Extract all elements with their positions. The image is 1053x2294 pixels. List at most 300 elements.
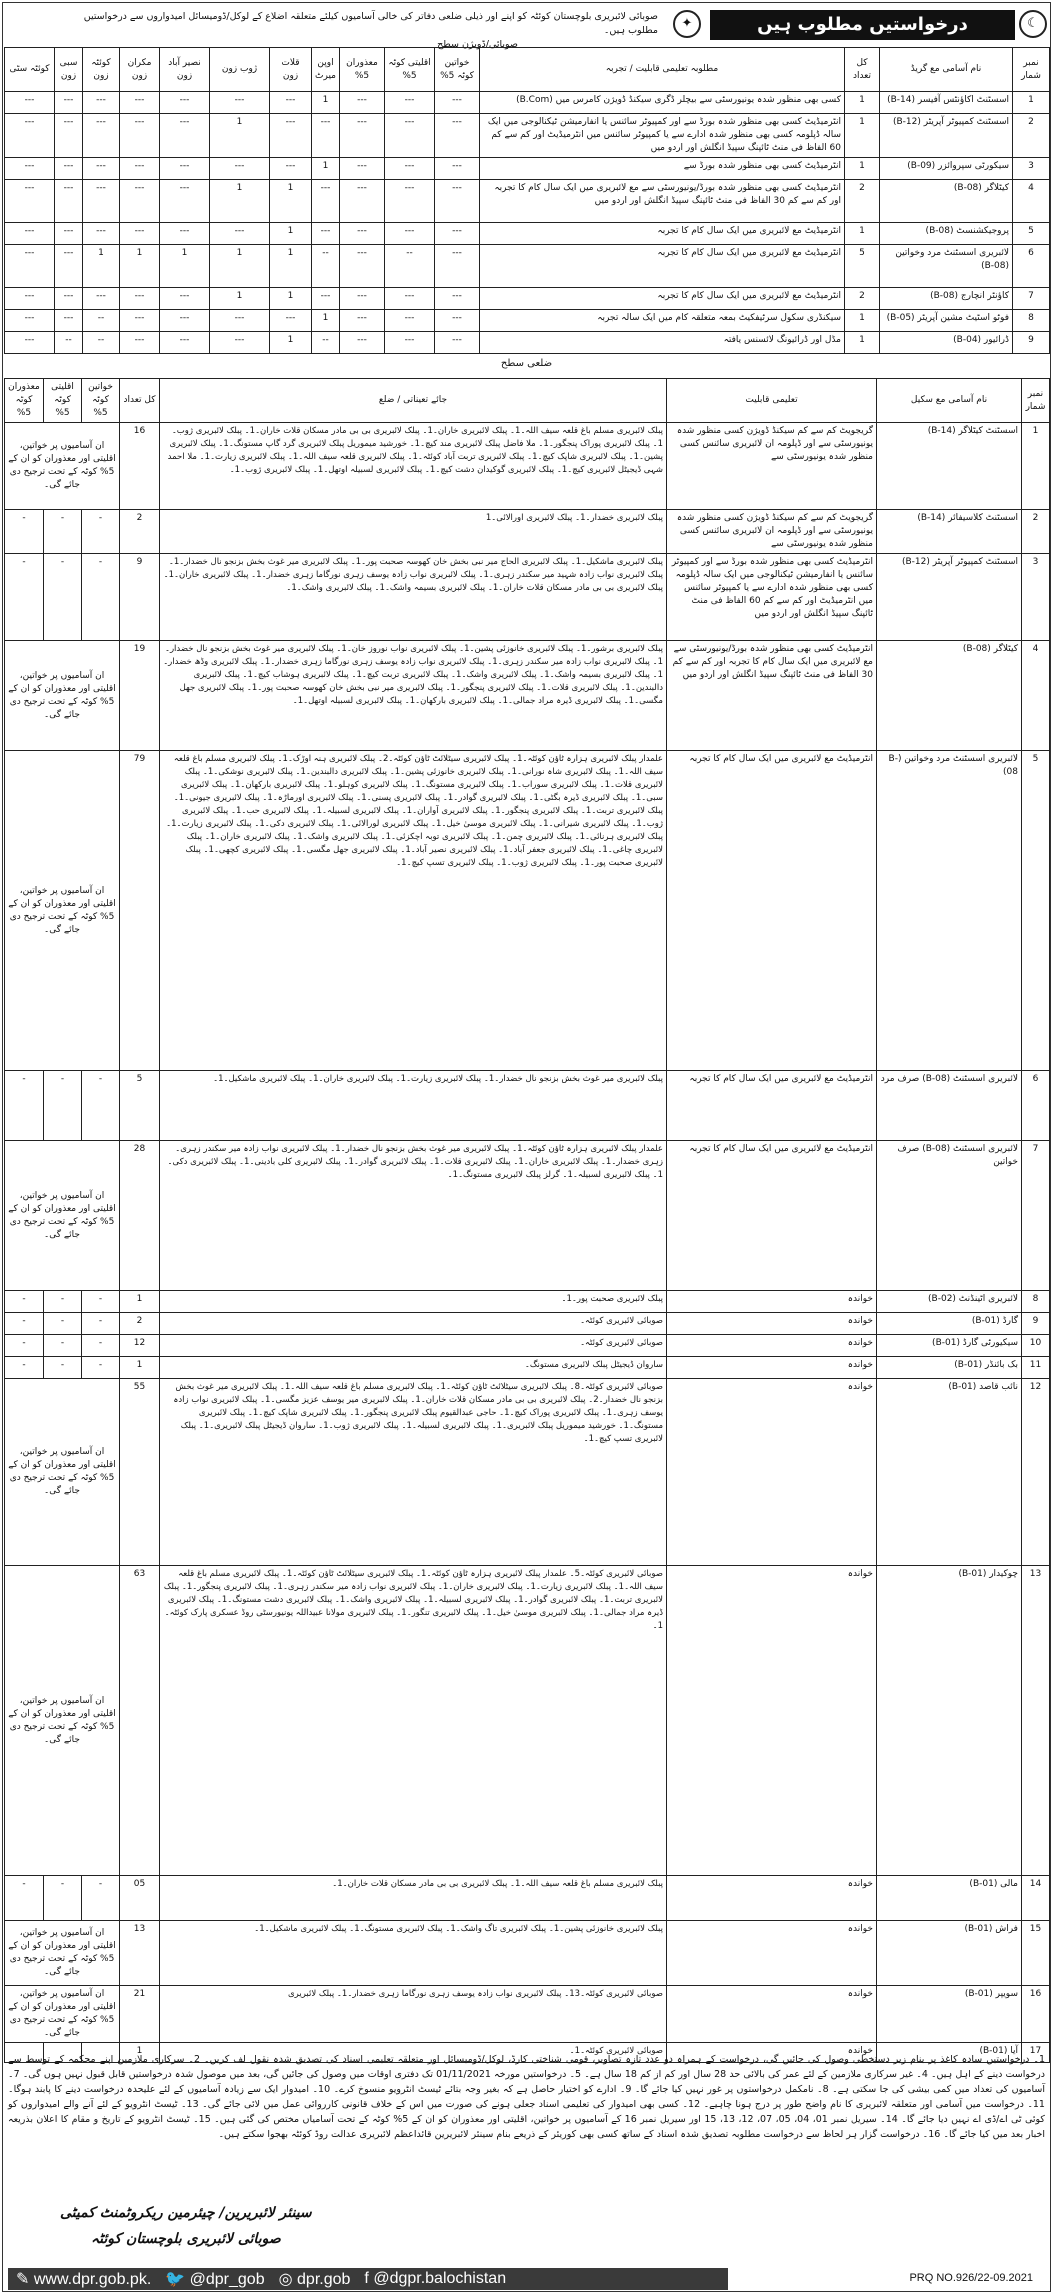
posting-places: صوبائی لائبریری کوئٹہ۔8۔ پبلک لائبریری سیٹلائٹ ٹاؤن کوئٹہ۔1۔ پبلک لائبریری مسلم باغ قلعہ سیف اللہ۔1۔ پبلک لائبریری میر غوث بخش بزنجو نال خضدار۔2۔ پبلک لائبریری بی بی مادر مسکان قلات خاران۔1۔ پبلک لائبریری میر یوسف عزیز مگسی۔1۔ پبلک لائبریری نواب زادہ یوسف زہری۔1۔ پبلک لائبریری پوراک کیچ۔1۔ حاجی عبدالقیوم پبلک لائبریری پنجگور۔1۔ پبلک لائبریری شاپک کیچ۔1۔ پبلک لائبریری مستونگ۔1۔ خورشید میموریل پبلک لائبریری۔1۔ پبلک لائبریری لسبیلہ۔1۔ پبلک لائبریری ژوب۔1۔ ساروان ڈیجیٹل پبلک لائبریری۔1۔ پبلک لائبریری تسپ کیچ۔1۔	[160, 1379, 667, 1566]
quota-cell: -	[44, 554, 82, 641]
posting-places: صوبائی لائبریری کوئٹہ۔	[160, 1335, 667, 1357]
posting-places: علمدار پبلک لائبریری ہزارہ ٹاؤن کوئٹہ۔1۔ پبلک لائبریری سیٹلائٹ ٹاؤن کوئٹہ۔2۔ پبلک لائبریری ہنہ اوڑک۔1۔ پبلک لائبریری مسلم باغ قلعہ سیف اللہ۔1۔ پبلک لائبریری شاہ نورانی۔1۔ پبلک لائبریری خانوزئی پشین۔1۔ پبلک لائبریری دالبندین۔1۔ پبلک لائبریری نوشکی۔1۔ پبلک لائبریری قلات۔1۔ پبلک لائبریری سوراب۔1۔ پبلک لائبریری مستونگ۔1۔ پبلک لائبریری کوہلو۔1۔ پبلک لائبریری بارکھان۔1۔ پبلک لائبریری سبی۔1۔ پبلک لائبریری ڈیرہ بگٹی۔1۔ پبلک لائبریری گوادر۔1۔ پبلک لائبریری پسنی۔1۔ پبلک لائبریری اورماڑہ۔1۔ پبلک لائبریری جیونی۔1۔ پبلک لائبریری تربت۔1۔ پبلک لائبریری پنجگور۔1۔ پبلک لائبریری آواران۔1۔ پبلک لائبریری لسبیلہ۔1۔ پبلک لائبریری حب۔1۔ پبلک لائبریری ژوب۔1۔ پبلک لائبریری شیرانی۔1۔ پبلک لائبریری موسیٰ خیل۔1۔ پبلک لائبریری لورالائی۔1۔ پبلک لائبریری دکی۔1۔ پبلک لائبریری زیارت۔1۔ پبلک لائبریری ہرنائی۔1۔ پبلک لائبریری چمن۔1۔ پبلک لائبریری توبہ اچکزئی۔1۔ پبلک لائبریری واشک۔1۔ پبلک لائبریری خاران۔1۔ پبلک لائبریری چاغی۔1۔ پبلک لائبریری جعفر آباد۔1۔ پبلک لائبریری نصیر آباد۔1۔ پبلک لائبریری جھل مگسی۔1۔ پبلک لائبریری کچھی۔1۔ پبلک لائبریری صحبت پور۔1۔ پبلک لائبریری ژوب۔1۔ پبلک لائبریری تسپ کیچ۔1۔	[160, 751, 667, 1071]
quota-cell: 1	[312, 158, 340, 180]
column-header: کوئٹہ سٹی	[5, 48, 55, 92]
post-name: کیٹلاگر (B-08)	[880, 180, 1013, 223]
quota-cell: -	[82, 1313, 120, 1335]
post-name: ڈرائیور (B-04)	[880, 332, 1013, 354]
posting-places: علمدار پبلک لائبریری ہزارہ ٹاؤن کوئٹہ۔1۔ پبلک لائبریری میر غوث بخش بزنجو نال خضدار۔1۔ پبلک لائبریری نواب زادہ میر سکندر زہری۔ زہری خضدار۔1۔ پبلک لائبریری خاران۔1۔ پبلک لائبریری قلات۔1۔ پبلک لائبریری گوادر۔1۔ پبلک لائبریری کلی بادینی۔1۔ پبلک لائبریری دکی۔1۔ پبلک لائبریری لسبیلہ۔1۔ گرلز پبلک لائبریری مستونگ۔1۔	[160, 1141, 667, 1291]
quota-cell: -	[82, 1335, 120, 1357]
quota-cell: -	[44, 1313, 82, 1335]
qualification: خواندہ	[667, 1291, 877, 1313]
quota-cell: ---	[160, 223, 210, 245]
column-header: خواتین کوٹہ 5%	[435, 48, 480, 92]
quota-cell: ---	[83, 288, 120, 310]
quota-preference-note: ان آسامیوں پر خواتین، اقلیتی اور معذوران کو ان کے 5% کوٹہ کے تحت ترجیح دی جائے گی۔	[5, 1379, 120, 1566]
posting-places: صوبائی لائبریری کوئٹہ۔13۔ پبلک لائبریری نواب زادہ یوسف زہری نورگاما زہری خضدار۔1۔ پبلک لائبریری	[160, 1986, 667, 2043]
posting-places: صوبائی لائبریری کوئٹہ۔1۔	[160, 2043, 667, 2063]
quota-cell: ---	[435, 288, 480, 310]
posting-places: پبلک لائبریری برشور۔1۔ پبلک لائبریری خانوزئی پشین۔1۔ پبلک لائبریری نواب نوروز خان۔1۔ پبلک لائبریری میر غوث بخش بزنجو نال خضدار۔1۔ پبلک لائبریری نواب زادہ میر سکندر زہری۔1۔ پبلک لائبریری نواب زادہ یوسف زہری نورگاما زہری خضدار۔1۔ پبلک لائبریری وڈھ خضدار۔1۔ پبلک لائبریری بسیمہ واشک۔1۔ پبلک لائبریری واشک۔1۔ پبلک لائبریری تربت کیچ۔1۔ پبلک لائبریری ہوشاب کیچ۔1۔ پبلک لائبریری دالبندین۔1۔ پبلک لائبریری قلات۔1۔ پبلک لائبریری پنجگور۔1۔ پبلک لائبریری میر نبی بخش خان کھوسہ صحبت پور۔1۔ پبلک لائبریری جھل مگسی۔1۔ پبلک لائبریری ڈیرہ مراد جمالی۔1۔ پبلک لائبریری بارکھان۔1۔ پبلک لائبریری لسبیلہ اوتھل۔1۔	[160, 641, 667, 751]
quota-cell: ---	[5, 180, 55, 223]
quota-cell: 1	[210, 114, 270, 158]
total-count: 1	[845, 114, 880, 158]
quota-cell: ---	[55, 223, 83, 245]
quota-cell: ---	[385, 180, 435, 223]
post-name: لائبریری اسسٹنٹ (B-08) صرف خواتین	[877, 1141, 1022, 1291]
quota-cell: ---	[435, 245, 480, 288]
quota-cell: -	[82, 1876, 120, 1921]
total-count: 16	[120, 423, 160, 510]
post-name: نائب قاصد (B-01)	[877, 1379, 1022, 1566]
qualification: انٹرمیڈیٹ کسی بھی منظور شدہ بورڈ سے	[480, 158, 845, 180]
qualification: انٹرمیڈیٹ مع لائبریری میں ایک سال کام کا تجربہ	[480, 245, 845, 288]
quota-cell: ---	[385, 114, 435, 158]
qualification: انٹرمیڈیٹ کسی بھی منظور شدہ بورڈ سے اور کمپیوٹر سائنس یا انفارمیشن ٹیکنالوجی میں ایک سالہ ڈپلومہ کسی بھی منظور شدہ ادارے سے یا کمپیوٹر سائنس میں انٹرمیڈیٹ اور کم سے کم 60 الفاظ فی منٹ ٹائپنگ سپیڈ انگلش اور اردو میں	[667, 554, 877, 641]
qualification: خواندہ	[667, 1313, 877, 1335]
table-row	[5, 158, 1050, 180]
quota-cell: ---	[55, 92, 83, 114]
post-name: اسسٹنٹ کمپیوٹر آپریٹر (B-12)	[877, 554, 1022, 641]
column-header: نصیر آباد زون	[160, 48, 210, 92]
total-count: 79	[120, 751, 160, 1071]
post-name: لائبریری اٹینڈنٹ (B-02)	[877, 1291, 1022, 1313]
quota-cell: -	[5, 1357, 44, 1379]
quota-cell: -	[5, 1335, 44, 1357]
qualification: خواندہ	[667, 1566, 877, 1876]
qualification: انٹرمیڈیٹ کسی بھی منظور شدہ بورڈ/یونیورسٹی سے مع لائبریری میں ایک سال کام کا تجربہ اور کم سے کم 30 الفاظ فی منٹ ٹائپنگ سپیڈ انگلش اور اردو میں	[480, 180, 845, 223]
table-row	[5, 223, 1050, 245]
qualification: خواندہ	[667, 2043, 877, 2063]
instagram-icon: ◎	[278, 2271, 293, 2288]
serial-number: 13	[1022, 1566, 1050, 1876]
quota-cell: 1	[270, 245, 312, 288]
quota-cell: ---	[83, 114, 120, 158]
qualification: انٹرمیڈیٹ مع لائبریری میں ایک سال کام کا تجربہ	[480, 288, 845, 310]
posting-places: پبلک لائبریری میر غوث بخش بزنجو نال خضدار۔1۔ پبلک لائبریری زیارت۔1۔ پبلک لائبریری خاران۔1۔ پبلک لائبریری ماشکیل۔1۔	[160, 1071, 667, 1141]
intro-paragraph: صوبائی لائبریری بلوچستان کوئٹہ کو اپنے اور ذیلی ضلعی دفاتر کی خالی آسامیوں کیلئے متعلقہ اضلاع کے لوکل/ڈومیسائل امیدواروں سے درخواستیں مطلوب ہیں۔	[83, 11, 658, 36]
quota-cell: -	[82, 1291, 120, 1313]
serial-number: 9	[1013, 332, 1050, 354]
table-row	[5, 114, 1050, 158]
quota-cell: ---	[312, 288, 340, 310]
quota-cell: ---	[210, 310, 270, 332]
serial-number: 5	[1022, 751, 1050, 1071]
column-header: معذوران کوٹہ 5%	[5, 379, 44, 423]
website-link[interactable]: ✎ www.dpr.gob.pk.	[16, 2271, 152, 2288]
twitter-handle: @dpr_gob	[189, 2271, 265, 2288]
quota-cell: ---	[5, 245, 55, 288]
quota-preference-note: ان آسامیوں پر خواتین، اقلیتی اور معذوران کو ان کے 5% کوٹہ کے تحت ترجیح دی جائے گی۔	[5, 1141, 120, 1291]
quota-cell: -	[44, 1357, 82, 1379]
column-header: مطلوبہ تعلیمی قابلیت / تجربہ	[480, 48, 845, 92]
serial-number: 6	[1022, 1071, 1050, 1141]
quota-cell: ---	[435, 310, 480, 332]
quota-cell: 1	[270, 180, 312, 223]
intro-text	[58, 10, 658, 52]
quota-cell: ---	[340, 180, 385, 223]
quota-cell: 1	[270, 223, 312, 245]
total-count: 2	[120, 1313, 160, 1335]
page-title: درخواستیں مطلوب ہیں	[710, 10, 1015, 40]
serial-number: 4	[1022, 641, 1050, 751]
quota-cell: -	[82, 554, 120, 641]
table-row	[5, 423, 1050, 510]
quota-cell: -	[44, 1335, 82, 1357]
total-count: 05	[120, 1876, 160, 1921]
quota-cell: ---	[385, 158, 435, 180]
post-name: چوکیدار (B-01)	[877, 1566, 1022, 1876]
quota-cell: ---	[55, 158, 83, 180]
post-name: سیکیورٹی گارڈ (B-01)	[877, 1335, 1022, 1357]
table-row	[5, 1071, 1050, 1141]
quota-cell: -	[44, 1876, 82, 1921]
column-header: تعلیمی قابلیت	[667, 379, 877, 423]
posting-places: پبلک لائبریری ماشکیل۔1۔ پبلک لائبریری الحاج میر نبی بخش خان کھوسہ صحبت پور۔1۔ پبلک لائبریری میر غوث بخش بزنجو نال خضدار۔1۔ پبلک لائبریری نواب زادہ شہید میر سکندر زہری۔1۔ پبلک لائبریری نواب زادہ یوسف زہری نورگاما زہری خضدار۔1۔ پبلک لائبریری خاران۔1۔ پبلک لائبریری بی بی مادر مسکان قلات خاران۔1۔ پبلک لائبریری بسیمہ واشک۔1۔ پبلک لائبریری واشک۔1۔	[160, 554, 667, 641]
quota-cell: ---	[83, 223, 120, 245]
serial-number: 7	[1022, 1141, 1050, 1291]
level-label: صوبائی/ڈویژن سطح	[437, 39, 518, 50]
serial-number: 14	[1022, 1876, 1050, 1921]
quota-cell: 1	[210, 288, 270, 310]
posting-places: صوبائی لائبریری کوئٹہ۔	[160, 1313, 667, 1335]
posting-places: پبلک لائبریری مسلم باغ قلعہ سیف اللہ۔1۔ پبلک لائبریری خاران۔1۔ پبلک لائبریری بی بی مادر مسکان قلات خاران۔1۔ پبلک لائبریری ژوب۔1۔ پبلک لائبریری پوراک پنجگور۔1۔ ملا فاضل پبلک لائبریری مند کیچ۔1۔ خورشید میموریل پبلک لائبریری گرد گاپ مستونگ۔1۔ پبلک لائبریری پشین۔1۔ پبلک لائبریری شاپک کیچ۔1۔ پبلک لائبریری تربت آباد کوئٹہ۔1۔ پبلک لائبریری قلعہ سیف اللہ۔1۔ پبلک لائبریری زیارت۔1۔ ملا احمد شہی ڈیجیٹل لائبریری کیچ۔1۔ پبلک لائبریری گوکیدان دشت کیچ۔1۔ پبلک لائبریری لسبیلہ اوتھل۔1۔ پبلک لائبریری ژوب۔1۔	[160, 423, 667, 510]
table-row	[5, 554, 1050, 641]
post-name: اسسٹنٹ اکاؤنٹس آفیسر (B-14)	[880, 92, 1013, 114]
quota-cell: ---	[120, 180, 160, 223]
quota-cell: ---	[5, 158, 55, 180]
serial-number: 10	[1022, 1335, 1050, 1357]
quota-cell: ---	[435, 223, 480, 245]
posting-places: پبلک لائبریری مسلم باغ قلعہ سیف اللہ۔1۔ پبلک لائبریری بی بی مادر مسکان قلات خاران۔1۔	[160, 1876, 667, 1921]
serial-number: 15	[1022, 1921, 1050, 1986]
facebook-icon: f	[364, 2270, 369, 2287]
total-count: 1	[120, 1291, 160, 1313]
footer-social-bar	[8, 2268, 728, 2290]
column-header: اقلیتی کوٹہ 5%	[385, 48, 435, 92]
quota-cell: ---	[385, 310, 435, 332]
quota-cell: ---	[270, 158, 312, 180]
qualification: انٹرمیڈیٹ مع لائبریری میں ایک سال کام کا تجربہ	[667, 1071, 877, 1141]
post-name: لائبریری اسسٹنٹ مرد وخواتین (B-08)	[877, 751, 1022, 1071]
serial-number: 1	[1022, 423, 1050, 510]
qualification: انٹرمیڈیٹ کسی بھی منظور شدہ بورڈ/یونیورسٹی سے مع لائبریری میں ایک سال کام کا تجربہ اور کم سے کم 30 الفاظ فی منٹ ٹائپنگ سپیڈ انگلش اور اردو میں	[667, 641, 877, 751]
quota-cell: ---	[55, 245, 83, 288]
qualification: مڈل اور ڈرائیونگ لائسنس یافتہ	[480, 332, 845, 354]
quota-cell: ---	[210, 92, 270, 114]
quota-cell: ---	[340, 92, 385, 114]
quota-cell: ---	[5, 92, 55, 114]
quota-cell: 1	[120, 245, 160, 288]
quota-cell: ---	[340, 158, 385, 180]
website-text: www.dpr.gob.pk.	[33, 2271, 152, 2288]
quota-cell: ---	[340, 245, 385, 288]
quota-cell: ---	[385, 288, 435, 310]
total-count: 19	[120, 641, 160, 751]
serial-number: 1	[1013, 92, 1050, 114]
table-row	[5, 180, 1050, 223]
quota-cell: -	[82, 1071, 120, 1141]
qualification: کسی بھی منظور شدہ یونیورسٹی سے بیچلر ڈگری سیکنڈ ڈویژن کامرس میں (B.Com)	[480, 92, 845, 114]
total-count: 2	[120, 510, 160, 554]
post-name: سیکورٹی سپروائزر (B-09)	[880, 158, 1013, 180]
column-header: ژوب زون	[210, 48, 270, 92]
table-row	[5, 1141, 1050, 1291]
total-count: 2	[845, 180, 880, 223]
instagram-link[interactable]	[279, 2269, 351, 2289]
table-row	[5, 751, 1050, 1071]
table-row	[5, 332, 1050, 354]
total-count: 28	[120, 1141, 160, 1291]
serial-number: 8	[1022, 1291, 1050, 1313]
quota-cell: ---	[5, 114, 55, 158]
total-count: 5	[120, 1071, 160, 1141]
twitter-link[interactable]	[165, 2269, 264, 2289]
quota-cell: -	[82, 1357, 120, 1379]
total-count: 1	[120, 1357, 160, 1379]
facebook-handle: @dgpr.balochistan	[373, 2270, 507, 2287]
signature-block	[60, 2200, 312, 2252]
qualification: خواندہ	[667, 1335, 877, 1357]
instagram-handle: dpr.gob	[297, 2271, 351, 2288]
serial-number: 2	[1022, 510, 1050, 554]
quota-cell: --	[385, 245, 435, 288]
quota-cell: 1	[160, 245, 210, 288]
table-row	[5, 1986, 1050, 2043]
instructions-notes: 1۔ درخواستیں سادہ کاغذ پر بنام زیر دستخطی وصول کی جائیں گی، درخواست کے ہمراہ دو عدد تازہ تصاویر، قومی شناختی کارڈ، لوکل/ڈومیسائل اور متعلقہ تعلیمی اسناد کی تصدیق شدہ نقول لف کریں۔ 2۔ سرکاری ملازمین اپنے محکمہ کے توسط سے درخواست دینے کے اہل ہیں۔ 4۔ غیر سرکاری ملازمین کے لئے عمر کی بالائی حد 28 سال اور کم از کم 18 سال ہے۔ 5۔ درخواستیں مورخہ 01/11/2021 تک دفتری اوقات میں وصول کی جائیں گی، بعد میں موصول شدہ درخواستیں قابل قبول نہیں ہوں گی۔ 7۔ آسامیوں کی تعداد میں کمی بیشی کی جا سکتی ہے۔ 8۔ نامکمل درخواستوں پر غور نہیں کیا جائے گا۔ 9۔ ادارے کو اختیار حاصل ہے کہ بغیر وجہ بتائے ٹیسٹ انٹرویو منسوخ کرے۔ 10۔ امیدوار ایک سے زیادہ آسامیوں کے لئے علیحدہ درخواست دینے کا پابند ہوگا۔ 11۔ درخواست میں آسامی اور متعلقہ لائبریری کا نام واضح طور پر درج ہونا چاہیے۔ 12۔ کسی بھی امیدوار کی تعلیمی اسناد جعلی ہونے کی صورت میں اس کے خلاف قانونی کارروائی عمل میں لائی جائے گی۔ 13۔ ٹیسٹ انٹرویو کے لئے آنے والے امیدواروں کو کوئی ٹی اے/ڈی اے نہیں دیا جائے گا۔ 14۔ سیریل نمبر 01، 04، 05، 07، 12، 13، 15 اور سیریل نمبر 16 کے آسامیوں پر خواتین، اقلیتی اور معذوران کو ان کے 5% کوٹہ کے تحت آسامیاں مختص کی گئی ہیں۔ 15۔ ٹیسٹ انٹرویو کے تاریخ و مقام کا اعلان بذریعہ اخبار بعد میں کیا جائے گا۔ 16۔ درخواست گزار ہر لحاظ سے درخواست مطلوبہ تصدیق شدہ اسناد کے ساتھ کسی بھی کوریئر کے ذریعے بنام سینئر لائبریرین قائداعظم لائبریری عدالت روڈ کوئٹہ بھجوا سکتے ہیں۔	[8, 2054, 1045, 2140]
header	[0, 4, 1053, 48]
quota-cell: ---	[340, 114, 385, 158]
quota-cell: --	[83, 310, 120, 332]
quota-cell: 1	[210, 245, 270, 288]
table-row	[5, 1313, 1050, 1335]
quota-cell: ---	[340, 288, 385, 310]
balochistan-emblem-icon: ☾	[1019, 10, 1047, 38]
column-header: نمبر شمار	[1022, 379, 1050, 423]
quota-cell: ---	[120, 158, 160, 180]
table-row	[5, 1379, 1050, 1566]
post-name: کاؤنٹر انچارج (B-08)	[880, 288, 1013, 310]
quota-cell: ---	[435, 180, 480, 223]
quota-cell: ---	[210, 223, 270, 245]
quota-cell: --	[312, 245, 340, 288]
table-row	[5, 1566, 1050, 1876]
total-count: 13	[120, 1921, 160, 1986]
quota-cell: -	[5, 1313, 44, 1335]
quota-cell: -	[5, 554, 44, 641]
post-name: سویپر (B-01)	[877, 1986, 1022, 2043]
qualification: انٹرمیڈیٹ مع لائبریری میں ایک سال کام کا تجربہ	[480, 223, 845, 245]
quota-cell: ---	[160, 92, 210, 114]
quota-cell: 1	[270, 332, 312, 354]
table-row	[5, 245, 1050, 288]
table-row	[5, 1921, 1050, 1986]
quota-preference-note: ان آسامیوں پر خواتین، اقلیتی اور معذوران کو ان کے 5% کوٹہ کے تحت ترجیح دی جائے گی۔	[5, 1566, 120, 1876]
quota-cell: ---	[210, 332, 270, 354]
qualification: خواندہ	[667, 1379, 877, 1566]
qualification: خواندہ	[667, 1986, 877, 2043]
column-header: سبی زون	[55, 48, 83, 92]
quota-cell: ---	[120, 92, 160, 114]
post-name: آیا (B-01)	[877, 2043, 1022, 2063]
quota-preference-note: ان آسامیوں پر خواتین، اقلیتی اور معذوران کو ان کے 5% کوٹہ کے تحت ترجیح دی جائے گی۔	[5, 641, 120, 751]
prq-number: PRQ NO.926/22-09.2021	[909, 2272, 1033, 2284]
quota-preference-note: ان آسامیوں پر خواتین، اقلیتی اور معذوران کو ان کے 5% کوٹہ کے تحت ترجیح دی جائے گی۔	[5, 751, 120, 1071]
table-row	[5, 1876, 1050, 1921]
serial-number: 4	[1013, 180, 1050, 223]
quota-cell: ---	[5, 310, 55, 332]
quota-cell: ---	[312, 114, 340, 158]
quota-cell: ---	[385, 332, 435, 354]
quota-cell: 1	[83, 245, 120, 288]
twitter-icon: 🐦	[165, 2271, 186, 2288]
column-header: نمبر شمار	[1013, 48, 1050, 92]
quota-cell: ---	[340, 223, 385, 245]
quota-cell: ---	[340, 310, 385, 332]
quota-cell: ---	[55, 114, 83, 158]
provincial-vacancies-table	[4, 47, 1050, 354]
table-row	[5, 1291, 1050, 1313]
serial-number: 2	[1013, 114, 1050, 158]
quota-cell: ---	[270, 114, 312, 158]
district-level-label: ضلعی سطح	[500, 358, 553, 369]
quota-cell: ---	[210, 158, 270, 180]
column-header: نام آسامی مع سکیل	[877, 379, 1022, 423]
total-count: 21	[120, 1986, 160, 2043]
quota-cell: -	[82, 510, 120, 554]
quota-cell: ---	[160, 180, 210, 223]
quota-cell: ---	[340, 332, 385, 354]
serial-number: 16	[1022, 1986, 1050, 2043]
serial-number: 3	[1013, 158, 1050, 180]
posting-places: پبلک لائبریری خانوزئی پشین۔1۔ پبلک لائبریری تاگ واشک۔1۔ پبلک لائبریری مستونگ۔1۔ پبلک لائبریری ماشکیل۔1۔	[160, 1921, 667, 1986]
qualification: گریجویٹ کم سے کم سیکنڈ ڈویژن کسی منظور شدہ یونیورسٹی سے اور ڈپلومہ ان لائبریری سائنس کسی منظور شدہ یونیورسٹی سے	[667, 510, 877, 554]
column-header: خواتین کوٹہ 5%	[82, 379, 120, 423]
table-row	[5, 310, 1050, 332]
post-name: کیٹلاگر (B-08)	[877, 641, 1022, 751]
post-name: مالی (B-01)	[877, 1876, 1022, 1921]
posting-places: پبلک لائبریری خضدار۔1۔ پبلک لائبریری اورالائی۔1	[160, 510, 667, 554]
total-count: 12	[120, 1335, 160, 1357]
posting-places: صوبائی لائبریری کوئٹہ۔5۔ علمدار پبلک لائبریری ہزارہ ٹاؤن کوئٹہ۔1۔ پبلک لائبریری سیٹلائٹ ٹاؤن کوئٹہ۔1۔ پبلک لائبریری مسلم باغ قلعہ سیف اللہ۔1۔ پبلک لائبریری زیارت۔1۔ پبلک لائبریری خاران۔1۔ پبلک لائبریری نواب زادہ میر سکندر زہری۔1۔ پبلک لائبریری پنجگور۔1۔ پبلک لائبریری تربت۔1۔ پبلک لائبریری گوادر۔1۔ پبلک لائبریری لسبیلہ۔1۔ پبلک لائبریری واشک۔1۔ پبلک لائبریری دشت مستونگ۔1۔ پبلک لائبریری ڈیرہ مراد جمالی۔1۔ پبلک لائبریری موسیٰ خیل۔1۔ پبلک لائبریری تنگور۔1۔ پبلک لائبریری مولانا عبیداللہ یونیورسٹی روڈ عسکری پارک کوئٹہ۔1۔	[160, 1566, 667, 1876]
quota-cell: ---	[270, 310, 312, 332]
quota-cell: ---	[55, 288, 83, 310]
column-header: قلات زون	[270, 48, 312, 92]
serial-number: 5	[1013, 223, 1050, 245]
total-count: 1	[845, 310, 880, 332]
quota-cell: -	[44, 1291, 82, 1313]
quota-cell: -	[5, 1071, 44, 1141]
quota-cell: ---	[120, 310, 160, 332]
quota-cell: ---	[83, 180, 120, 223]
quota-cell: -	[44, 510, 82, 554]
serial-number: 6	[1013, 245, 1050, 288]
quota-cell: ---	[312, 223, 340, 245]
quota-cell: --	[83, 332, 120, 354]
qualification: خواندہ	[667, 1876, 877, 1921]
total-count: 1	[120, 2043, 160, 2063]
post-name: فراش (B-01)	[877, 1921, 1022, 1986]
quota-cell: ---	[160, 114, 210, 158]
table-row	[5, 510, 1050, 554]
serial-number: 9	[1022, 1313, 1050, 1335]
column-header: معذوران 5%	[340, 48, 385, 92]
quota-cell: -	[44, 1071, 82, 1141]
quota-cell: 1	[210, 180, 270, 223]
total-count: 9	[120, 554, 160, 641]
posting-places: ساروان ڈیجیٹل پبلک لائبریری مستونگ۔	[160, 1357, 667, 1379]
quota-cell: ---	[120, 288, 160, 310]
quota-cell: 1	[312, 92, 340, 114]
serial-number: 11	[1022, 1357, 1050, 1379]
quota-preference-note: ان آسامیوں پر خواتین، اقلیتی اور معذوران کو ان کے 5% کوٹہ کے تحت ترجیح دی جائے گی۔	[5, 423, 120, 510]
quota-cell: ---	[5, 332, 55, 354]
quota-cell: ---	[160, 310, 210, 332]
post-name: بک بائنڈر (B-01)	[877, 1357, 1022, 1379]
quota-cell: -	[5, 1876, 44, 1921]
quota-cell: ---	[160, 158, 210, 180]
post-name: اسسٹنٹ کمپیوٹر آپریٹر (B-12)	[880, 114, 1013, 158]
column-header: جائے تعیناتی / ضلع	[160, 379, 667, 423]
post-name: اسسٹنٹ کلاسیفائر (B-14)	[877, 510, 1022, 554]
table-row	[5, 1357, 1050, 1379]
post-name: اسسٹنٹ کیٹلاگر (B-14)	[877, 423, 1022, 510]
quota-cell: ---	[55, 180, 83, 223]
qualification: گریجویٹ کم سے کم سیکنڈ ڈویژن کسی منظور شدہ یونیورسٹی سے اور ڈپلومہ ان لائبریری سائنس کسی منظور شدہ یونیورسٹی سے	[667, 423, 877, 510]
quota-cell: ---	[270, 92, 312, 114]
quota-cell: ---	[435, 158, 480, 180]
quota-preference-note: ان آسامیوں پر خواتین، اقلیتی اور معذوران کو ان کے 5% کوٹہ کے تحت ترجیح دی جائے گی۔	[5, 1986, 120, 2043]
total-count: 1	[845, 223, 880, 245]
quota-cell: ---	[55, 310, 83, 332]
total-count: 5	[845, 245, 880, 288]
column-header: مکران زون	[120, 48, 160, 92]
quota-cell: 1	[270, 288, 312, 310]
post-name: گارڈ (B-01)	[877, 1313, 1022, 1335]
table-row	[5, 641, 1050, 751]
column-header: نام آسامی مع گریڈ	[880, 48, 1013, 92]
quota-cell: 1	[312, 310, 340, 332]
quota-cell: ---	[435, 92, 480, 114]
table-row	[5, 92, 1050, 114]
district-vacancies-table	[4, 378, 1050, 2063]
quota-cell: ---	[83, 158, 120, 180]
qualification: انٹرمیڈیٹ مع لائبریری میں ایک سال کام کا تجربہ	[667, 751, 877, 1071]
serial-number: 7	[1013, 288, 1050, 310]
library-logo-icon: ✦	[673, 10, 701, 38]
column-header: اوپن میرٹ	[312, 48, 340, 92]
quota-cell: ---	[120, 114, 160, 158]
column-header: اقلیتی کوٹہ 5%	[44, 379, 82, 423]
total-count: 1	[845, 332, 880, 354]
quota-cell: ---	[5, 223, 55, 245]
quota-cell: ---	[385, 223, 435, 245]
total-count: 63	[120, 1566, 160, 1876]
qualification: انٹرمیڈیٹ کسی بھی منظور شدہ بورڈ سے اور کمپیوٹر سائنس یا انفارمیشن ٹیکنالوجی میں ایک سالہ ڈپلومہ کسی بھی منظور شدہ ادارے سے یا کمپیوٹر سائنس میں انٹرمیڈیٹ اور کم سے کم 60 الفاظ فی منٹ ٹائپنگ سپیڈ انگلش اور اردو میں	[480, 114, 845, 158]
quota-preference-note: ان آسامیوں پر خواتین، اقلیتی اور معذوران کو ان کے 5% کوٹہ کے تحت ترجیح دی جائے گی۔	[5, 1921, 120, 1986]
signature-title: سینئر لائبریرین/ چیئرمین ریکروٹمنٹ کمیٹی	[60, 2205, 312, 2221]
total-count: 1	[845, 92, 880, 114]
post-name: لائبریری اسسٹنٹ (B-08) صرف مرد	[877, 1071, 1022, 1141]
signature-office: صوبائی لائبریری بلوچستان کوئٹہ	[90, 2231, 281, 2247]
qualification: سیکنڈری سکول سرٹیفکیٹ بمعہ متعلقہ کام میں ایک سالہ تجربہ	[480, 310, 845, 332]
facebook-link[interactable]	[364, 2270, 506, 2288]
post-name: فوٹو اسٹیٹ مشین آپریٹر (B-05)	[880, 310, 1013, 332]
total-count: 55	[120, 1379, 160, 1566]
quota-cell: ---	[435, 114, 480, 158]
table-row	[5, 1335, 1050, 1357]
quota-cell: --	[312, 332, 340, 354]
qualification: خواندہ	[667, 1921, 877, 1986]
